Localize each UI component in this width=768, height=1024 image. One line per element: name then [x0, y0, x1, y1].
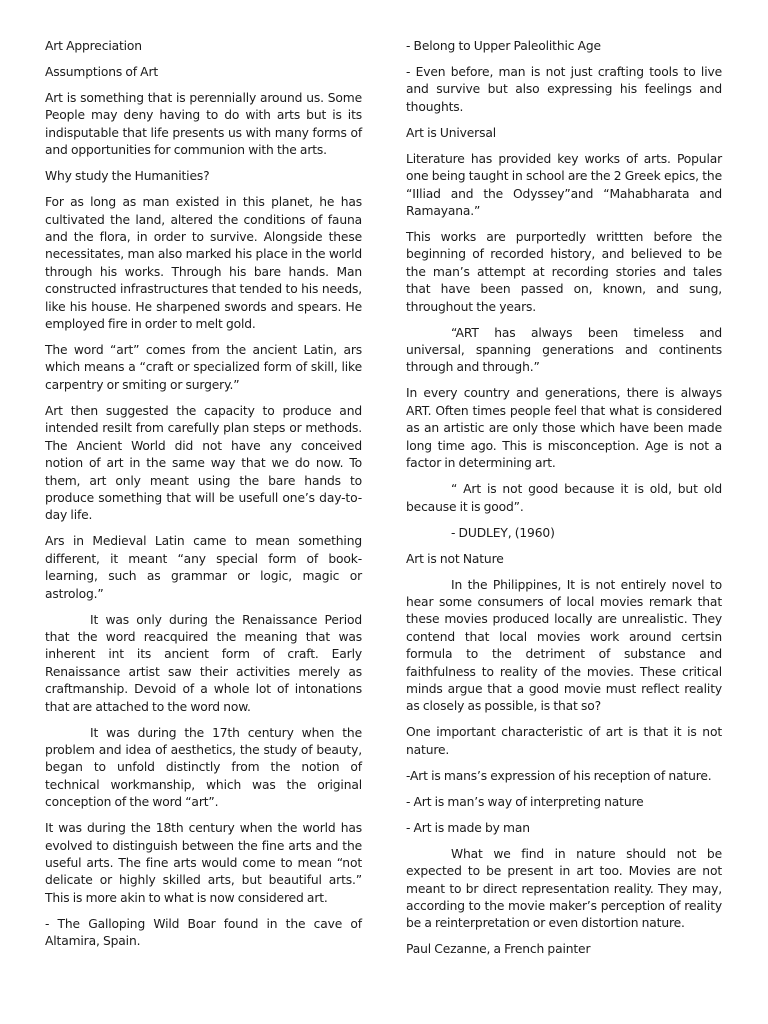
- list-item: - The Galloping Wild Boar found in the cave of Altamira, Spain.: [45, 916, 362, 949]
- paragraph: It was during the 17th century when the problem and idea of aesthetics, the study of beauty, began to unfold distinctly from the notion of technical workmanship, which was the original conception of the word “art”.: [45, 725, 362, 810]
- paragraph: Paul Cezanne, a French painter: [406, 942, 591, 957]
- list-item: - Art is man’s way of interpreting nature: [406, 794, 644, 809]
- section-heading: Art is not Nature: [406, 551, 504, 566]
- paragraph: Literature has provided key works of arts. Popular one being taught in school are the 2 Greek epics, the “IIliad and the Odyssey”and “Mahabharata and Ramayana.”: [406, 151, 722, 219]
- quote: “ Art is not good because it is old, but old because it is good”.: [406, 482, 722, 514]
- left-column: [45, 38, 362, 959]
- paragraph: For as long as man existed in this planet, he has cultivated the land, altered the conditions of fauna and the flora, in order to survive. Alongside these necessitates, man also marked his place in the world through his works. Through his bare hands. Man constructed infrastructures that tended to his needs, like his house. He sharpened swords and spears. He employed fire in order to melt gold.: [45, 195, 362, 332]
- paragraph: The word “art” comes from the ancient Latin, ars which means a “craft or specialized form of skill, like carpentry or smiting or surgery.”: [45, 343, 362, 392]
- list-item: - Belong to Upper Paleolithic Age: [406, 39, 601, 53]
- section-heading: Why study the Humanities?: [45, 169, 210, 184]
- quote: “ART has always been timeless and universal, spanning generations and continents through and through.”: [406, 325, 722, 375]
- paragraph: Art is something that is perennially around us. Some People may deny having to do with arts but is its indisputable that life presents us with many forms of and opportunities for communion with the arts.: [45, 91, 362, 158]
- list-item: - Even before, man is not just crafting tools to live and survive but also expressing his feelings and thoughts.: [406, 65, 722, 114]
- list-item: - Art is made by man: [406, 820, 530, 835]
- paragraph: It was during the 18th century when the world has evolved to distinguish between the fine arts and the useful arts. The fine arts would come to mean “not delicate or highly skilled arts, but beautiful arts.” This is more akin to what is now considered art.: [45, 821, 362, 905]
- quote-attribution: - DUDLEY, (1960): [451, 525, 555, 540]
- paragraph: One important characteristic of art is that it is not nature.: [406, 725, 722, 757]
- paragraph: It was only during the Renaissance Period that the word reacquired the meaning that was inherent int its ancient form of craft. Early Renaissance artist saw their activities merely as craftmanship. Devoid of a whole lot of intonations that are attached to the word now.: [45, 612, 362, 714]
- paragraph: This works are purportedly writtten before the beginning of recorded history, and believed to be the man’s attempt at recording stories and tales that have been passed on, known, and sung, throughout the years.: [406, 230, 722, 314]
- paragraph: In every country and generations, there is always ART. Often times people feel that what is considered as an artistic are only those which have been made long time ago. This is misconception. Age is not a factor in determining art.: [406, 386, 722, 471]
- list-item: -Art is mans’s expression of his reception of nature.: [406, 768, 712, 783]
- doc-title: Art Appreciation: [45, 39, 142, 53]
- section-heading: Art is Universal: [406, 125, 496, 140]
- section-heading: Assumptions of Art: [45, 65, 159, 79]
- paragraph: What we find in nature should not be expected to be present in art too. Movies are not meant to br direct representation reality. They may, according to the movie maker’s perception of reality be a reinterpretation or even distortion nature.: [406, 846, 722, 931]
- paragraph: Ars in Medieval Latin came to mean something different, it meant “any special form of book-learning, such as grammar or logic, magic or astrolog.”: [45, 534, 362, 601]
- paragraph: Art then suggested the capacity to produce and intended resilt from carefully plan steps or methods. The Ancient World did not have any conceived notion of art in the same way that we do now. To them, art only meant using the bare hands to produce something that will be usefull one’s day-to-day life.: [45, 403, 362, 523]
- right-column: [406, 38, 722, 967]
- paragraph: In the Philippines, It is not entirely novel to hear some consumers of local movies remark that these movies produced locally are unrealistic. They contend that local movies work around certsin formula to the detriment of substance and faithfulness to reality of the movies. These critical minds argue that a good movie must reflect reality as closely as possible, is that so?: [406, 577, 722, 714]
